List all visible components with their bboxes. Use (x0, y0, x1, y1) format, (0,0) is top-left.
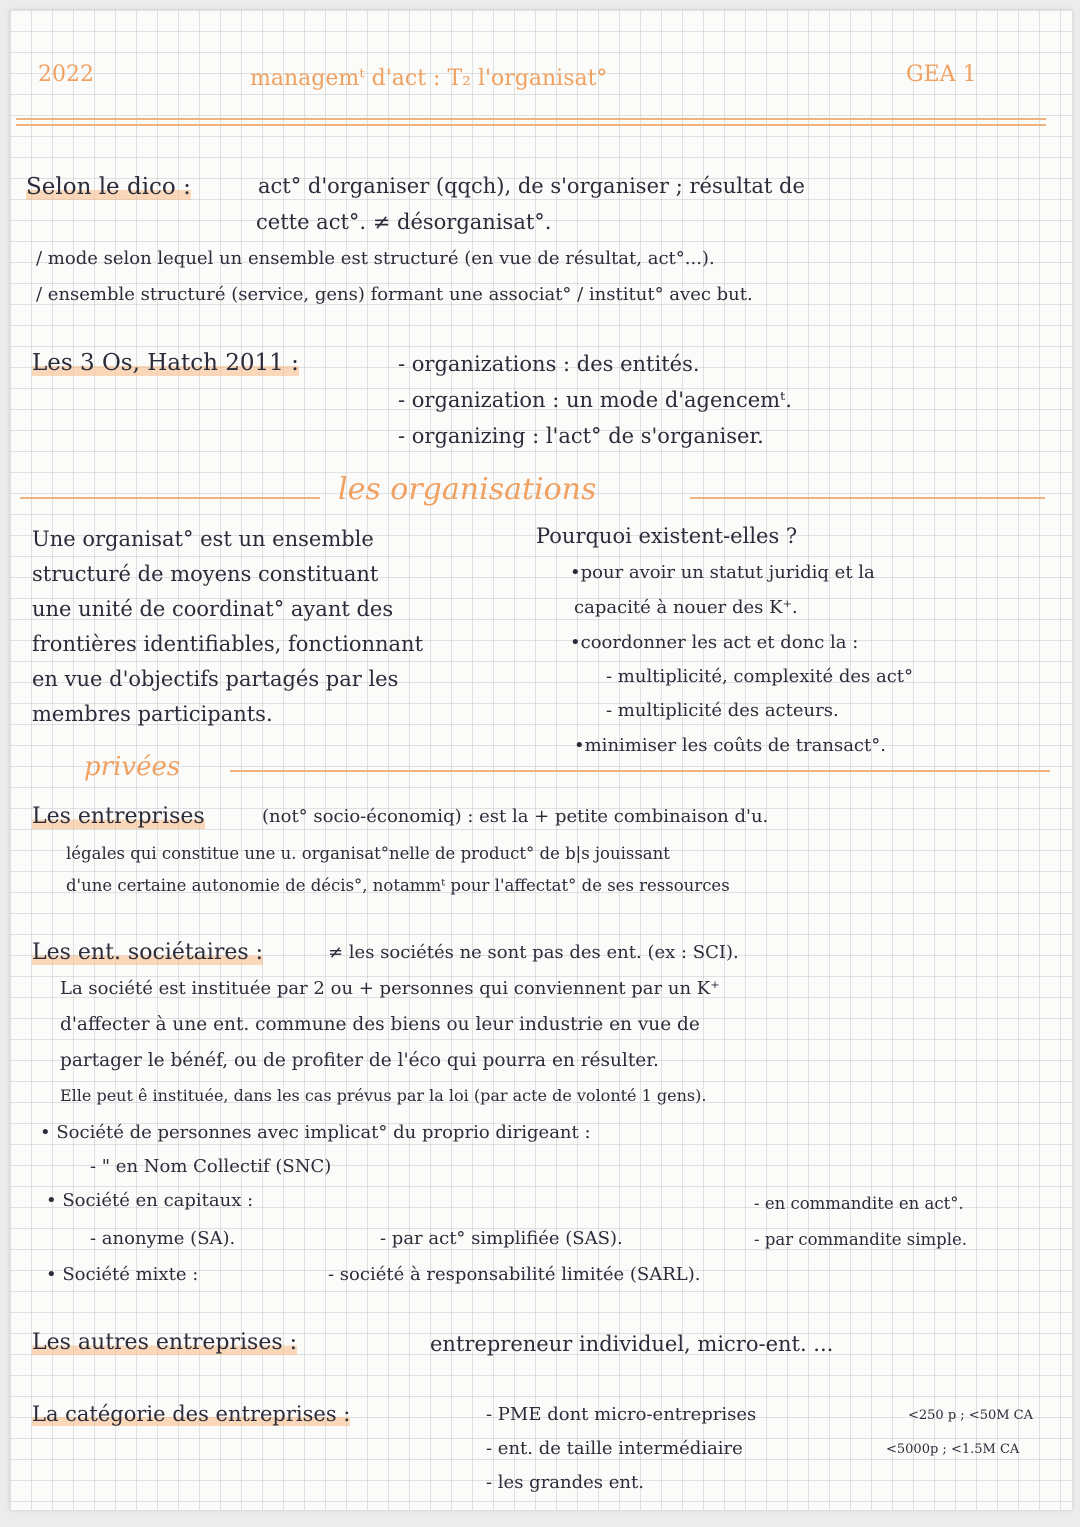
societe-personnes: • Société de personnes avec implicat° du proprio dirigeant : (40, 1122, 591, 1143)
capitaux-anonyme: - anonyme (SA). (90, 1228, 236, 1249)
entreprises-label: Les entreprises (32, 804, 205, 829)
org-definition-line: en vue d'objectifs partagés par les (32, 667, 399, 691)
why-line-2: capacité à nouer des K⁺. (574, 597, 798, 618)
entreprises-line-1: (not° socio-économiq) : est la + petite combinaison d'u. (262, 806, 769, 827)
org-definition-line: Une organisat° est un ensemble (32, 527, 374, 551)
societaires-line-5: Elle peut ê instituée, dans les cas prévus par la loi (par acte de volonté 1 gens). (60, 1086, 707, 1105)
org-definition-line: membres participants. (32, 702, 273, 726)
societaires-line-4: partager le bénéf, ou de profiter de l'éco qui pourra en résulter. (60, 1050, 659, 1071)
notebook-page (10, 10, 1072, 1510)
three-os-item-2: - organization : un mode d'agencemᵗ. (398, 388, 792, 412)
header-rule-2 (16, 124, 1046, 126)
section-rule-left (20, 497, 320, 499)
categorie-item-eti: - ent. de taille intermédiaire (486, 1438, 743, 1459)
categorie-item-eti-note: <5000p ; <1.5M CA (886, 1442, 1020, 1457)
societaires-label: Les ent. sociétaires : (32, 940, 264, 965)
why-line-4: - multiplicité, complexité des act° (606, 666, 914, 687)
three-os-label: Les 3 Os, Hatch 2011 : (32, 350, 299, 376)
capitaux-commandite-simple: - par commandite simple. (754, 1230, 968, 1249)
societe-capitaux: • Société en capitaux : (46, 1190, 254, 1211)
why-line-1: •pour avoir un statut juridiq et la (570, 562, 875, 583)
capitaux-commandite-act: - en commandite en act°. (754, 1194, 964, 1213)
section-title: les organisations (338, 472, 597, 507)
three-os-item-3: - organizing : l'act° de s'organiser. (398, 424, 764, 448)
entreprises-line-3: d'une certaine autonomie de décis°, notammᵗ pour l'affectat° de ses ressources (66, 876, 730, 895)
header-rule-1 (16, 118, 1046, 120)
definition-line-4: / ensemble structuré (service, gens) formant une associat° / institut° avec but. (36, 284, 753, 305)
org-definition-line: structuré de moyens constituant (32, 562, 379, 586)
three-os-item-1: - organizations : des entités. (398, 352, 700, 376)
societaires-line-3: d'affecter à une ent. commune des biens ou leur industrie en vue de (60, 1014, 700, 1035)
org-definition-line: frontières identifiables, fonctionnant (32, 632, 424, 656)
org-definition-line: une unité de coordinat° ayant des (32, 597, 394, 621)
definition-label: Selon le dico : (26, 174, 191, 200)
why-line-6: •minimiser les coûts de transact°. (574, 735, 886, 756)
societe-personnes-snc: - " en Nom Collectif (SNC) (90, 1156, 332, 1177)
header-year: 2022 (38, 62, 94, 87)
societaires-line-1: ≠ les sociétés ne sont pas des ent. (ex : SCI). (328, 942, 739, 963)
categorie-label: La catégorie des entreprises : (32, 1402, 351, 1426)
capitaux-sas: - par act° simplifiée (SAS). (380, 1228, 623, 1249)
autres-label: Les autres entreprises : (32, 1330, 298, 1355)
header-title: managemᵗ d'act : T₂ l'organisat° (250, 66, 608, 91)
section-rule-right (690, 497, 1045, 499)
societaires-line-2: La société est instituée par 2 ou + personnes qui conviennent par un K⁺ (60, 978, 720, 999)
categorie-item-ge: - les grandes ent. (486, 1472, 644, 1493)
why-line-5: - multiplicité des acteurs. (606, 700, 839, 721)
definition-line-1: act° d'organiser (qqch), de s'organiser ; résultat de (258, 174, 805, 198)
categorie-item-pme: - PME dont micro-entreprises (486, 1404, 757, 1425)
societe-mixte: • Société mixte : (46, 1264, 199, 1285)
org-definition (32, 522, 423, 732)
private-rule (230, 770, 1050, 772)
definition-line-2: cette act°. ≠ désorganisat°. (256, 210, 552, 234)
private-label: privées (84, 752, 181, 782)
autres-text: entrepreneur individuel, micro-ent. ... (430, 1332, 834, 1356)
header-course: GEA 1 (906, 62, 977, 87)
categorie-item-pme-note: <250 p ; <50M CA (908, 1408, 1034, 1423)
mixte-sarl: - société à responsabilité limitée (SARL). (328, 1264, 701, 1285)
definition-line-3: / mode selon lequel un ensemble est structuré (en vue de résultat, act°...). (36, 248, 715, 269)
why-line-3: •coordonner les act et donc la : (570, 632, 859, 653)
entreprises-line-2: légales qui constitue une u. organisat°nelle de product° de b|s jouissant (66, 844, 670, 863)
why-title: Pourquoi existent-elles ? (536, 524, 798, 548)
